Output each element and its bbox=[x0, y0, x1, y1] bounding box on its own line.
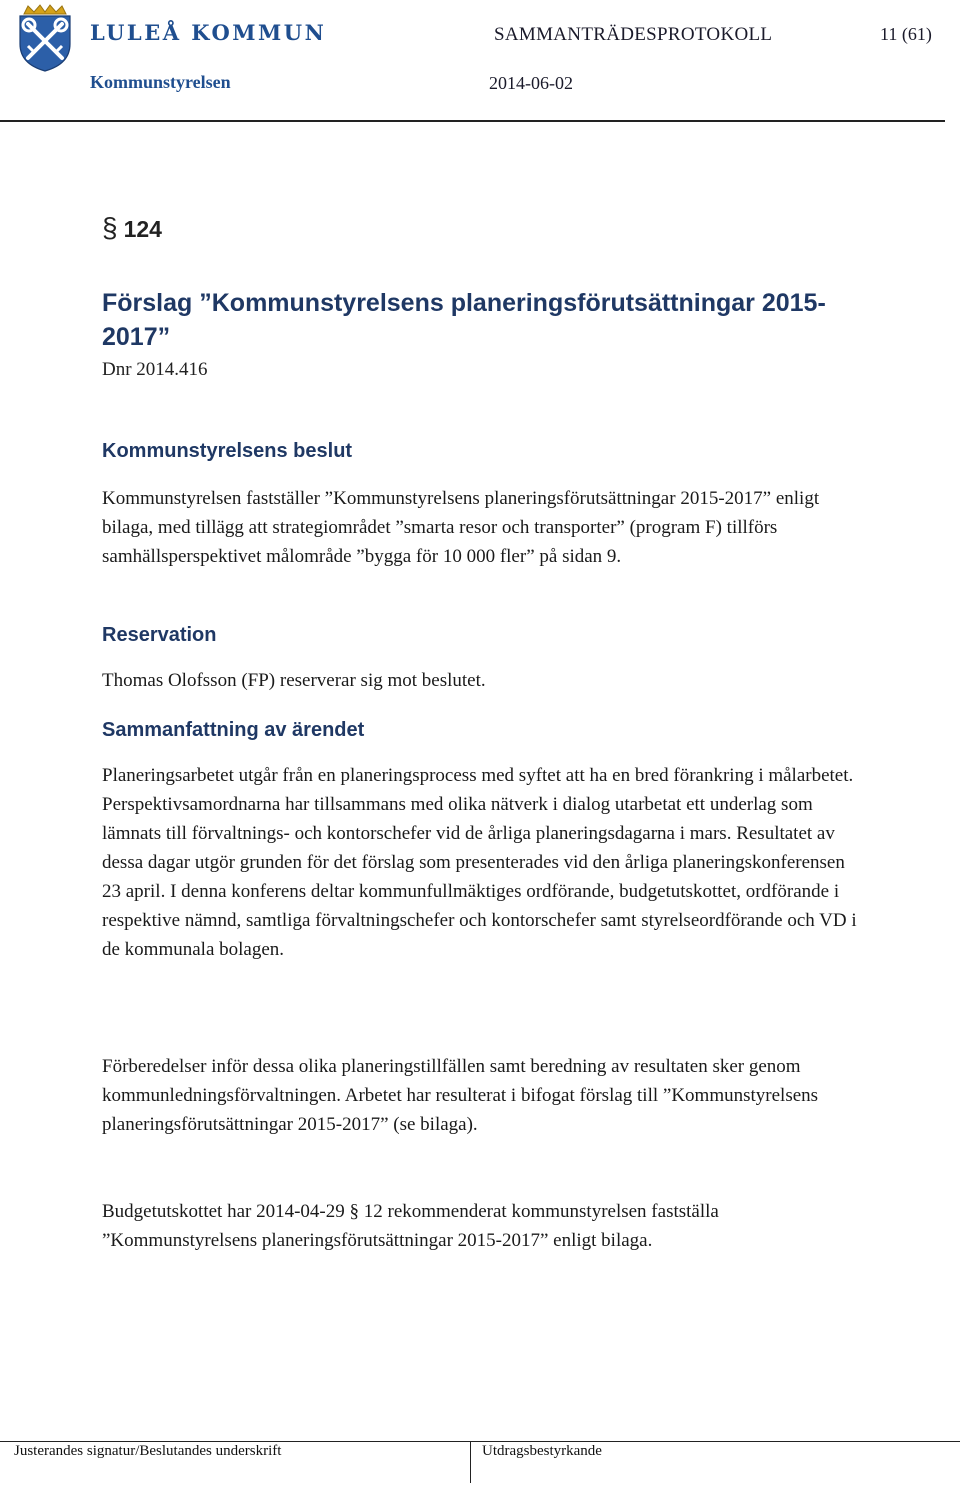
summary-paragraph-2: Förberedelser inför dessa olika planeringstillfällen samt beredning av resultaten sker genom kommunledningsförvaltningen. Arbetet har resulterat i bifogat förslag till ”Kommunstyrelsens planeringsförutsättningar 2015-2017” (se bilaga). bbox=[102, 1056, 819, 1135]
section-sign: § bbox=[102, 212, 118, 243]
certified-label: Utdragsbestyrkande bbox=[482, 1443, 602, 1459]
section-number bbox=[102, 212, 162, 244]
page-number: 11 (61) bbox=[880, 24, 932, 44]
reservation-heading: Reservation bbox=[102, 624, 217, 646]
organization-name: LULEÅ KOMMUN bbox=[90, 20, 327, 45]
summary-paragraph-3: Budgetutskottet har 2014-04-29 § 12 rekommenderat kommunstyrelsen fastställa ”Kommunstyrelsens planeringsförutsättningar 2015-2017” enligt bilaga. bbox=[102, 1201, 719, 1251]
summary-heading: Sammanfattning av ärendet bbox=[102, 719, 365, 741]
header-divider bbox=[0, 120, 945, 122]
document-type: SAMMANTRÄDESPROTOKOLL bbox=[494, 24, 773, 45]
diary-number: Dnr 2014.416 bbox=[102, 359, 208, 380]
section-number-value: 124 bbox=[123, 216, 162, 242]
item-title: Förslag ”Kommunstyrelsens planeringsförutsättningar 2015-2017” bbox=[102, 289, 826, 351]
lulea-coat-of-arms-icon bbox=[10, 4, 80, 72]
decision-heading: Kommunstyrelsens beslut bbox=[102, 440, 353, 462]
decision-text: Kommunstyrelsen fastställer ”Kommunstyrelsens planeringsförutsättningar 2015-2017” enligt bilaga, med tillägg att strategiområdet ”smarta resor och transporter” (program F) tillförs samhällsperspektivet målområde ”bygga för 10 000 fler” på sidan 9. bbox=[102, 488, 820, 567]
board-name: Kommunstyrelsen bbox=[90, 72, 231, 92]
meeting-date: 2014-06-02 bbox=[489, 73, 573, 93]
footer-divider bbox=[0, 1441, 960, 1442]
summary-paragraph-1: Planeringsarbetet utgår från en planeringsprocess med syftet att ha en bred förankring i målarbetet. Perspektivsamordnarna har tillsammans med olika nätverk i dialog utarbetat ett underlag som lämnats till förvaltnings- och kontorschefer vid de årliga planeringsdagarna i mars. Resultatet av dessa dagar utgör grunden för det förslag som presenterades vid den årliga planeringskonferensen 23 april. I denna konferens deltar kommunfullmäktiges ordförande, budgetutskottet, ordförande i respektive nämnd, samtliga förvaltningschefer och kontorschefer samt styrelseordförande och VD i de kommunala bolagen. bbox=[102, 765, 857, 960]
reservation-text: Thomas Olofsson (FP) reserverar sig mot beslutet. bbox=[102, 670, 486, 691]
footer-column-divider bbox=[470, 1441, 471, 1483]
signature-label: Justerandes signatur/Beslutandes underskrift bbox=[14, 1443, 282, 1459]
